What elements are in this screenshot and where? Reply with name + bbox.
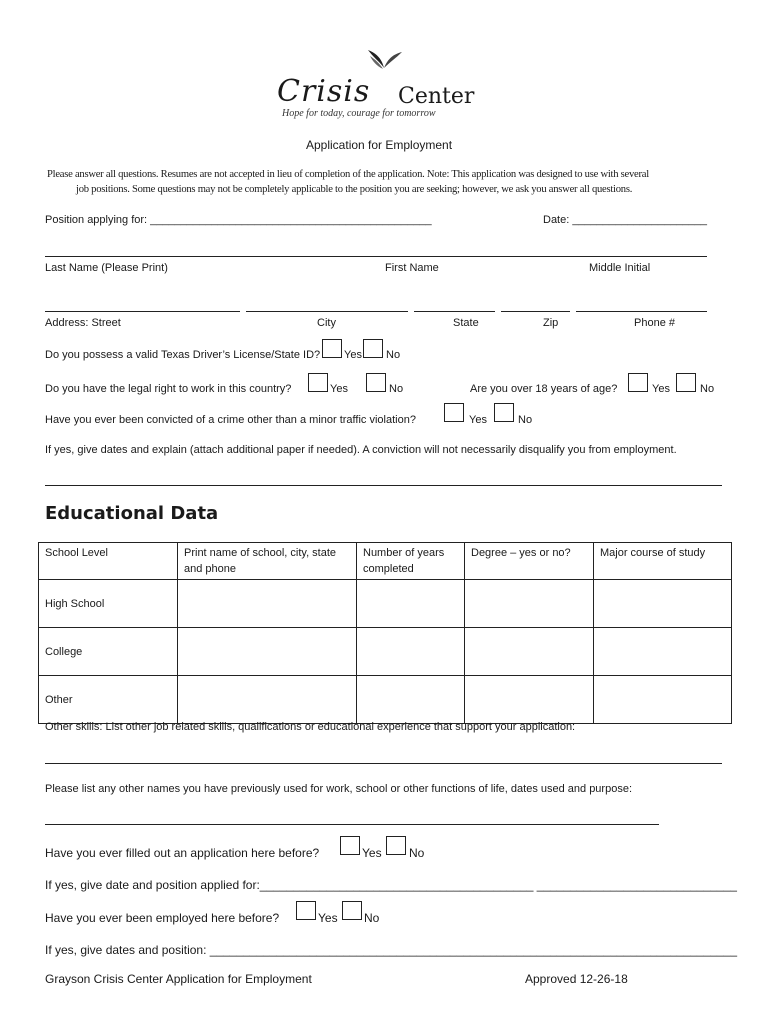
employed-before-no-checkbox[interactable] xyxy=(342,901,362,920)
other-skills-text: Other skills: List other job related skills, qualifications or educational experience that support your application: xyxy=(45,721,576,733)
footer-approved-date: Approved 12-26-18 xyxy=(525,972,628,986)
table-cell[interactable] xyxy=(178,676,357,724)
form-title: Application for Employment xyxy=(306,138,453,152)
over-18-question: Are you over 18 years of age? xyxy=(470,383,618,395)
footer-title: Grayson Crisis Center Application for Employment xyxy=(45,972,312,986)
position-field[interactable]: Position applying for: ______________________________________________ xyxy=(45,214,432,226)
employed-before-yes-checkbox[interactable] xyxy=(296,901,316,920)
license-no-checkbox[interactable] xyxy=(363,339,383,358)
filled-before-yes-checkbox[interactable] xyxy=(340,836,360,855)
middle-initial-label: Middle Initial xyxy=(589,262,651,274)
convicted-yes-label: Yes xyxy=(469,414,487,426)
filled-before-no-label: No xyxy=(409,846,425,860)
address-phone-line[interactable] xyxy=(576,311,707,312)
right-to-work-yes-checkbox[interactable] xyxy=(308,373,328,392)
name-line[interactable] xyxy=(45,256,707,257)
column-header-school-level: School Level xyxy=(39,543,178,580)
table-cell[interactable] xyxy=(465,676,594,724)
table-cell[interactable] xyxy=(357,676,465,724)
filled-before-question: Have you ever filled out an application here before? xyxy=(45,846,320,860)
row-label-college: College xyxy=(39,628,178,676)
convicted-no-checkbox[interactable] xyxy=(494,403,514,422)
table-cell[interactable] xyxy=(357,628,465,676)
dates-position-field[interactable]: If yes, give dates and position: _______________________________________________________________________________ xyxy=(45,943,737,957)
phone-label: Phone # xyxy=(634,317,675,329)
address-street-label: Address: Street xyxy=(45,317,121,329)
conviction-explain-text: If yes, give dates and explain (attach additional paper if needed). A conviction will not necessarily disqualify you from employment. xyxy=(45,444,677,456)
license-yes-checkbox[interactable] xyxy=(322,339,342,358)
right-to-work-yes-label: Yes xyxy=(330,383,348,395)
other-skills-line[interactable] xyxy=(45,763,722,764)
last-name-label: Last Name (Please Print) xyxy=(45,262,168,274)
column-header-degree: Degree – yes or no? xyxy=(465,543,594,580)
employed-before-no-label: No xyxy=(364,911,380,925)
state-label: State xyxy=(453,317,479,329)
educational-data-heading: Educational Data xyxy=(45,503,219,524)
table-cell[interactable] xyxy=(357,580,465,628)
table-cell[interactable] xyxy=(594,580,732,628)
education-header-row xyxy=(39,543,732,580)
conviction-explain-line[interactable] xyxy=(45,485,722,486)
convicted-no-label: No xyxy=(518,414,533,426)
logo-word: Crisis xyxy=(277,74,371,109)
address-state-line[interactable] xyxy=(414,311,495,312)
table-cell[interactable] xyxy=(178,628,357,676)
butterfly-icon xyxy=(364,48,404,74)
instructions-line-2: job positions. Some questions may not be completely applicable to the position you are seeking; however, we ask you answer all questions. xyxy=(76,184,633,195)
license-yes-label: Yes xyxy=(344,349,362,361)
right-to-work-no-label: No xyxy=(389,383,404,395)
column-header-school-name: Print name of school, city, state and phone xyxy=(178,543,357,580)
filled-before-yes-label: Yes xyxy=(362,846,382,860)
table-row xyxy=(39,676,732,724)
convicted-yes-checkbox[interactable] xyxy=(444,403,464,422)
column-header-years: Number of years completed xyxy=(357,543,465,580)
over-18-yes-label: Yes xyxy=(652,383,670,395)
over-18-yes-checkbox[interactable] xyxy=(628,373,648,392)
row-label-high-school: High School xyxy=(39,580,178,628)
employed-before-question: Have you ever been employed here before? xyxy=(45,911,280,925)
table-cell[interactable] xyxy=(594,676,732,724)
convicted-question: Have you ever been convicted of a crime other than a minor traffic violation? xyxy=(45,414,416,426)
table-cell[interactable] xyxy=(594,628,732,676)
license-question: Do you possess a valid Texas Driver’s License/State ID? xyxy=(45,349,321,361)
table-row xyxy=(39,628,732,676)
right-to-work-question: Do you have the legal right to work in this country? xyxy=(45,383,292,395)
filled-before-no-checkbox[interactable] xyxy=(386,836,406,855)
city-label: City xyxy=(317,317,336,329)
other-names-line[interactable] xyxy=(45,824,659,825)
column-header-major: Major course of study xyxy=(594,543,732,580)
employed-before-yes-label: Yes xyxy=(318,911,338,925)
first-name-label: First Name xyxy=(385,262,439,274)
logo-tagline: Hope for today, courage for tomorrow xyxy=(282,108,436,119)
address-zip-line[interactable] xyxy=(501,311,570,312)
zip-label: Zip xyxy=(543,317,559,329)
other-names-text: Please list any other names you have previously used for work, school or other functions of life, dates used and purpose: xyxy=(45,783,632,795)
table-cell[interactable] xyxy=(465,580,594,628)
applied-for-field[interactable]: If yes, give date and position applied for:_________________________________________ ______________________________ xyxy=(45,878,737,892)
right-to-work-no-checkbox[interactable] xyxy=(366,373,386,392)
address-city-line[interactable] xyxy=(246,311,408,312)
over-18-no-label: No xyxy=(700,383,715,395)
row-label-other: Other xyxy=(39,676,178,724)
logo-center-word: Center xyxy=(398,84,475,109)
table-cell[interactable] xyxy=(465,628,594,676)
table-cell[interactable] xyxy=(178,580,357,628)
over-18-no-checkbox[interactable] xyxy=(676,373,696,392)
address-street-line[interactable] xyxy=(45,311,240,312)
date-field[interactable]: Date: ______________________ xyxy=(543,214,707,226)
instructions-line-1: Please answer all questions. Resumes are not accepted in lieu of completion of the application. Note: This application was designed to use with several xyxy=(47,169,649,180)
education-table xyxy=(38,542,732,724)
license-no-label: No xyxy=(386,349,401,361)
table-row xyxy=(39,580,732,628)
